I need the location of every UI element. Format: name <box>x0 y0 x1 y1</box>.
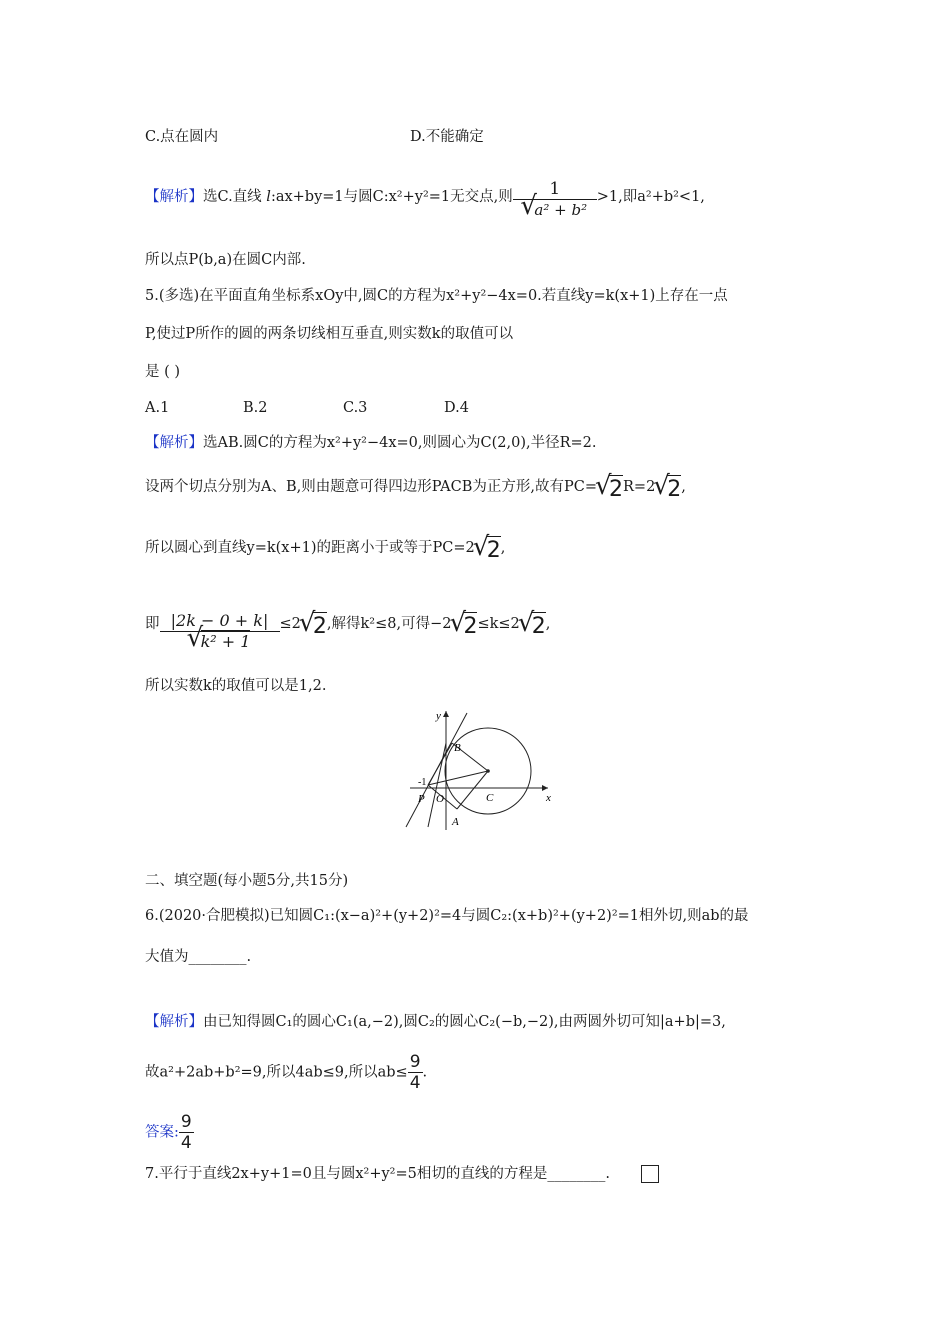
q7-stem-text: 7.平行于直线2x+y+1=0且与圆x²+y²=5相切的直线的方程是________. <box>145 1166 610 1182</box>
sqrt2-e <box>451 614 478 639</box>
q4-fraction <box>513 179 597 221</box>
sqrt2-b <box>655 477 682 502</box>
q6-stem-line1: 6.(2020·合肥模拟)已知圆C₁:(x−a)²+(y+2)²=4与圆C₂:(x+b)²+(y+2)²=1相外切,则ab的最 <box>145 908 749 924</box>
q5-sqrt <box>189 632 251 653</box>
q5-option-b: B.2 <box>243 400 268 416</box>
circle-tangent-figure <box>380 705 570 835</box>
q5-stem-line3: 是 ( ) <box>145 364 181 380</box>
q7-stem <box>145 1164 659 1184</box>
q6-sol-text-end: . <box>422 1064 428 1081</box>
c-label: C <box>486 792 494 804</box>
q5-solution-line1 <box>145 433 597 453</box>
q6-solution-line2 <box>145 1052 427 1093</box>
checkbox[interactable] <box>641 1165 659 1183</box>
q5-frac-den <box>160 632 280 653</box>
q5-sol-text-3a: 所以圆心到直线y=k(x+1)的距离小于或等于PC=2 <box>145 540 475 556</box>
q5-sqrt-radicand: k² + 1 <box>200 632 251 651</box>
o-label: O <box>436 793 444 805</box>
sqrt2-b-radicand: 2 <box>667 477 682 502</box>
minus-one-label: -1 <box>418 777 427 788</box>
q6-sol-text-1: 由已知得圆C₁的圆心C₁(a,−2),圆C₂的圆心C₂(−b,−2),由两圆外切可知|a+b|=3, <box>203 1014 726 1030</box>
sqrt2-c-radicand: 2 <box>486 538 501 563</box>
solution-tag: 【解析】 <box>145 1014 203 1030</box>
q5-sol-text-1: 选AB.圆C的方程为x²+y²−4x=0,则圆心为C(2,0),半径R=2. <box>203 435 597 451</box>
sqrt2-e-radicand: 2 <box>463 614 478 639</box>
q4-sol-text-b: :ax+by=1与圆C:x²+y²=1无交点,则 <box>270 189 513 205</box>
q5-frac-num: |2k − 0 + k| <box>160 611 280 632</box>
sqrt2-d-radicand: 2 <box>312 614 327 639</box>
sqrt2-f-radicand: 2 <box>531 614 546 639</box>
sqrt2-d <box>301 614 327 639</box>
sqrt2-f <box>520 614 546 639</box>
sqrt2-a <box>597 477 623 502</box>
sqrt2-c <box>475 538 501 563</box>
q5-conclusion: 所以实数k的取值可以是1,2. <box>145 678 327 694</box>
q5-sol-text-2a: 设两个切点分别为A、B,则由题意可得四边形PACB为正方形,故有PC= <box>145 479 597 495</box>
q5-fraction <box>160 611 280 653</box>
q5-option-c: C.3 <box>343 400 368 416</box>
q4-sol-text-a: 选C.直线 <box>203 189 267 205</box>
q5-solution-line2 <box>145 475 686 502</box>
q6-sol-frac-den: 4 <box>409 1073 421 1093</box>
q4-sol-line-l: l <box>266 189 271 205</box>
q5-sol-text-4c: ,解得k²≤8,可得−2 <box>326 616 452 632</box>
q4-option-c: C.点在圆内 <box>145 129 219 145</box>
p-label: P <box>418 793 425 805</box>
tangent-pb <box>428 743 452 785</box>
segment-pc <box>428 771 488 785</box>
a-label: A <box>452 816 459 828</box>
q6-ans-num: 9 <box>180 1112 192 1132</box>
q5-sol-text-3b: , <box>500 540 506 556</box>
q6-sol-frac-num: 9 <box>409 1052 421 1072</box>
q4-sol-text-c: >1,即a²+b²<1, <box>596 189 705 205</box>
b-label: B <box>454 742 461 754</box>
q6-solution-line1 <box>145 1012 726 1032</box>
q5-stem-line2: P,使过P所作的圆的两条切线相互垂直,则实数k的取值可以 <box>145 326 514 342</box>
q4-option-d: D.不能确定 <box>410 129 484 145</box>
answer-label: 答案: <box>145 1124 179 1141</box>
q6-ans-den: 4 <box>180 1133 192 1153</box>
q6-sol-text-2: 故a²+2ab+b²=9,所以4ab≤9,所以ab≤ <box>145 1064 408 1081</box>
q6-stem-line2: 大值为________. <box>145 949 252 965</box>
q5-sol-text-4a: 即 <box>145 616 160 632</box>
q4-sqrt <box>522 200 587 221</box>
section-heading: 二、填空题(每小题5分,共15分) <box>145 873 349 889</box>
sqrt2-a-radicand: 2 <box>609 477 623 502</box>
q5-option-d: D.4 <box>444 400 469 416</box>
y-label: y <box>436 710 441 722</box>
q4-sqrt-radicand: a² + b² <box>534 201 588 219</box>
q5-sol-text-4b: ≤2 <box>279 616 301 632</box>
q5-solution-line3 <box>145 536 506 563</box>
center-dot <box>486 769 490 773</box>
solution-tag: 【解析】 <box>145 435 203 451</box>
q6-sol-fraction <box>408 1052 423 1093</box>
q5-sol-text-4d: ≤k≤2 <box>477 616 520 632</box>
q5-sol-text-2b: R=2 <box>623 479 656 495</box>
x-arrow-icon <box>542 785 548 791</box>
line-l2 <box>428 743 446 827</box>
q4-frac-den <box>513 200 597 221</box>
q4-solution <box>145 176 705 218</box>
q6-answer <box>145 1112 194 1153</box>
q5-stem-line1: 5.(多选)在平面直角坐标系xOy中,圆C的方程为x²+y²−4x=0.若直线y=k(x+1)上存在一点 <box>145 288 728 304</box>
y-arrow-icon <box>443 711 449 717</box>
q6-answer-fraction <box>179 1112 194 1153</box>
q5-option-a: A.1 <box>145 400 170 416</box>
x-label: x <box>546 792 551 804</box>
q5-sol-text-2c: , <box>681 479 686 495</box>
solution-tag: 【解析】 <box>145 189 203 205</box>
q5-solution-line4 <box>145 603 551 651</box>
q4-frac-num: 1 <box>513 179 597 200</box>
q5-sol-text-4e: , <box>545 616 551 632</box>
q4-conclusion: 所以点P(b,a)在圆C内部. <box>145 252 306 268</box>
